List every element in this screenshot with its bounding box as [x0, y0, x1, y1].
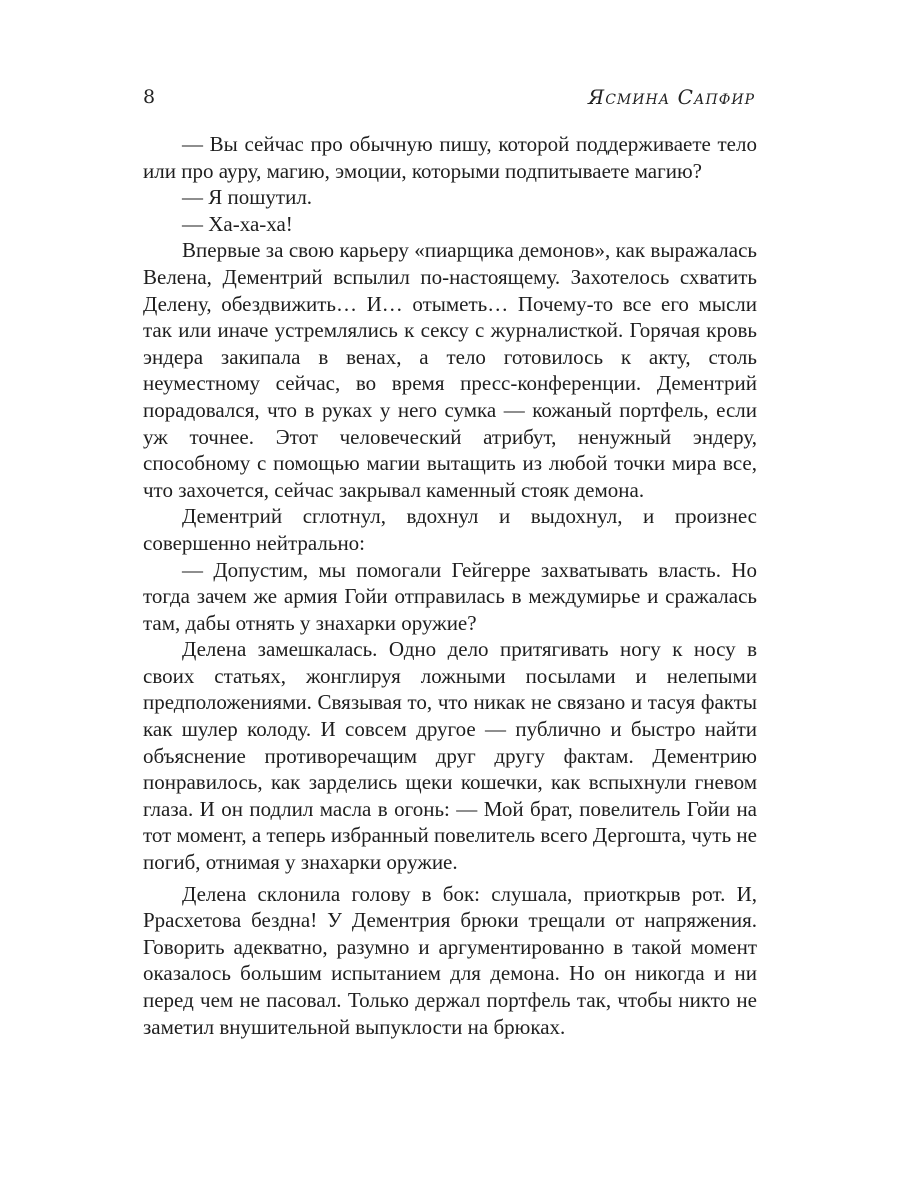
paragraph: — Ха-ха-ха! — [182, 211, 293, 236]
body-text — [143, 131, 757, 1040]
paragraph: Делена замешкалась. Одно дело притягивать ногу к носу в своих статьях, жонглируя ложными посылами и нелепыми предположениями. Связывая то, что никак не связано и тасуя факты как шулер колоду. И совсем другое — публично и быстро найти объяснение противоречащим друг другу фактам. Дементрию понравилось, как зарделись щеки кошечки, как вспыхнули гневом глаза. И он подлил масла в огонь: — Мой брат, повелитель Гойи на тот момент, а теперь избранный повелитель всего Дергошта, чуть не погиб, отнимая у знахарки оружие. — [143, 637, 757, 875]
page-number: 8 — [143, 86, 156, 108]
paragraph: — Я пошутил. — [182, 185, 313, 210]
paragraph: Дементрий сглотнул, вдохнул и выдохнул, и произнес совершенно нейтрально: — [143, 504, 757, 555]
paragraph: — Допустим, мы помогали Гейгерре захватывать власть. Но тогда зачем же армия Гойи отправилась в междумирье и сражалась там, дабы отнять у знахарки оружие? — [143, 557, 757, 635]
running-title: Ясмина Сапфир — [588, 85, 755, 109]
paragraph: Делена склонила голову в бок: слушала, приоткрыв рот. И, Ррасхетова бездна! У Дементрия брюки трещали от напряжения. Говорить адекватно, разумно и аргументированно в такой момент оказалось большим испытанием для демона. Но он никогда и ни перед чем не пасовал. Только держал портфель так, чтобы никто не заметил внушительной выпуклости на брюках. — [143, 881, 757, 1039]
paragraph: Впервые за свою карьеру «пиарщика демонов», как выражалась Велена, Дементрий вспылил по-настоящему. Захотелось схватить Делену, обездвижить… И… отыметь… Почему-то все его мысли так или иначе устремлялись к сексу с журналисткой. Горячая кровь эндера закипала в венах, а тело готовилось к акту, столь неуместному сейчас, во время пресс-конференции. Дементрий порадовался, что в руках у него сумка — кожаный портфель, если уж точнее. Этот человеческий атрибут, ненужный эндеру, способному с помощью магии вытащить из любой точки мира все, что захочется, сейчас закрывал каменный стояк демона. — [143, 238, 757, 502]
paragraph: — Вы сейчас про обычную пишу, которой поддерживаете тело или про ауру, магию, эмоции, которыми подпитываете магию? — [143, 132, 757, 183]
running-head — [143, 84, 755, 114]
